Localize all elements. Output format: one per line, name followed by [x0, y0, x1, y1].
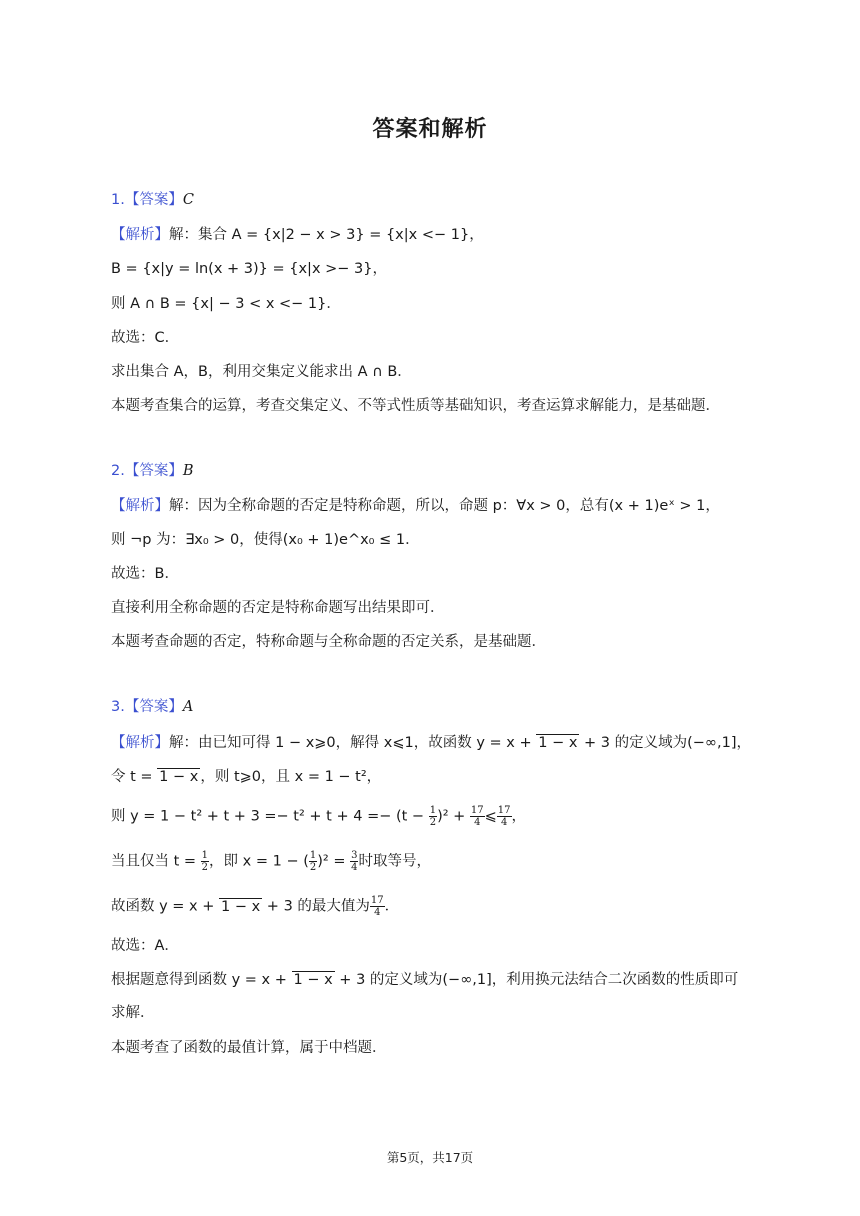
q1-answer: C	[182, 192, 194, 208]
q1-text-2: B = {x|y = ln(x + 3)} = {x|x >− 3}，	[111, 261, 387, 277]
q1-text-1: 解：集合 A = {x|2 − x > 3} = {x|x <− 1}，	[169, 227, 484, 243]
fraction-num: 1	[429, 805, 437, 816]
q3-text-8: 求解．	[111, 1005, 155, 1021]
q3-text-2a: 令 t =	[111, 769, 158, 785]
fraction-num: 17	[497, 805, 511, 816]
q3-sqrt-4-radicand: 1 − x	[293, 972, 333, 988]
q3-analysis-line-5	[111, 895, 399, 918]
fraction-17-4-b	[497, 805, 512, 828]
page-footer: 第5页，共17页	[386, 1150, 474, 1165]
q1-text-6: 本题考查集合的运算，考查交集定义、不等式性质等基础知识，考查运算求解能力，是基础题．	[111, 398, 720, 414]
q2-analysis-tag: 【解析】	[111, 498, 169, 514]
q3-sqrt-3	[219, 898, 262, 915]
fraction-num: 1	[309, 850, 317, 861]
q2-text-3: 故选：B．	[111, 566, 179, 582]
q3-sqrt-3-radicand: 1 − x	[221, 898, 261, 915]
q1-answer-tag: 【答案】	[124, 192, 183, 208]
q3-analysis-line-3	[111, 805, 526, 828]
q3-answer-tag: 【答案】	[124, 699, 183, 715]
q1-number: 1.	[111, 192, 125, 208]
fraction-17-4-c	[370, 895, 385, 918]
q3-text-3c: ⩽	[484, 808, 497, 825]
q3-text-6: 故选：A．	[111, 938, 179, 954]
q1-text-3: 则 A ∩ B = {x| − 3 < x <− 1}．	[111, 296, 341, 312]
q3-sqrt-2-radicand: 1 − x	[159, 769, 199, 785]
q3-answer-line	[111, 697, 193, 717]
q3-sqrt-1-radicand: 1 − x	[538, 735, 578, 751]
q1-text-5: 求出集合 A，B，利用交集定义能求出 A ∩ B．	[111, 364, 412, 380]
q3-text-3b: )² +	[437, 808, 470, 825]
fraction-den: 4	[351, 862, 358, 873]
q2-answer-tag: 【答案】	[124, 463, 183, 479]
fraction-den: 2	[309, 862, 317, 873]
q3-text-4b: ，即 x = 1 − (	[209, 853, 309, 870]
q3-text-7a: 根据题意得到函数 y = x +	[111, 972, 292, 988]
q3-sqrt-1	[536, 734, 579, 751]
fraction-num: 17	[370, 895, 384, 906]
q3-text-5c: ．	[384, 898, 400, 915]
q3-text-4d: 时取等号，	[358, 853, 431, 870]
fraction-17-4-a	[470, 805, 485, 828]
q1-analysis-tag: 【解析】	[111, 227, 169, 243]
q3-text-2b: ，则 t⩾0，且 x = 1 − t²，	[200, 769, 382, 785]
q2-answer-line	[111, 461, 194, 481]
fraction-den: 2	[429, 817, 437, 828]
q3-text-3a: 则 y = 1 − t² + t + 3 =− t² + t + 4 =− (t −	[111, 808, 429, 825]
q3-analysis-line-1	[111, 733, 751, 753]
fraction-den: 4	[374, 907, 381, 918]
q2-number: 2.	[111, 463, 125, 479]
q3-analysis-line-7	[111, 970, 738, 990]
q2-text-5: 本题考查命题的否定，特称命题与全称命题的否定关系，是基础题．	[111, 634, 546, 650]
fraction-den: 2	[201, 862, 209, 873]
fraction-half-a	[429, 805, 437, 828]
q3-text-7b: + 3 的定义域为(−∞,1]，利用换元法结合二次函数的性质即可	[334, 972, 739, 988]
q3-text-5b: + 3 的最大值为	[262, 898, 370, 915]
q3-text-9: 本题考查了函数的最值计算，属于中档题．	[111, 1040, 387, 1056]
q2-text-1: 解：因为全称命题的否定是特称命题，所以，命题 p：∀x > 0，总有(x + 1)eˣ > 1，	[169, 498, 720, 514]
q3-sqrt-4	[292, 971, 335, 988]
fraction-num: 1	[201, 850, 209, 861]
q2-text-2: 则 ¬p 为：∃x₀ > 0，使得(x₀ + 1)e^x₀ ≤ 1．	[111, 532, 420, 548]
q3-answer: A	[182, 699, 194, 715]
fraction-den: 4	[474, 817, 481, 828]
fraction-half-b	[201, 850, 209, 873]
q3-number: 3.	[111, 699, 125, 715]
q1-answer-line	[111, 190, 194, 210]
q3-text-5a: 故函数 y = x +	[111, 898, 220, 915]
q3-analysis-tag: 【解析】	[111, 735, 169, 751]
fraction-half-c	[309, 850, 317, 873]
q2-analysis-line-1	[111, 496, 720, 516]
fraction-den: 4	[500, 817, 508, 828]
q2-answer: B	[182, 463, 194, 479]
fraction-num: 17	[470, 805, 484, 816]
q2-text-4: 直接利用全称命题的否定是特称命题写出结果即可．	[111, 600, 445, 616]
q3-text-1a: 解：由已知可得 1 − x⩾0，解得 x⩽1，故函数 y = x +	[169, 735, 537, 751]
q1-analysis-line-1	[111, 225, 484, 245]
q3-sqrt-2	[157, 768, 200, 785]
fraction-num: 3	[351, 850, 358, 861]
q3-text-4c: )² =	[317, 853, 351, 870]
q3-analysis-line-2	[111, 767, 381, 787]
page-title: 答案和解析	[372, 117, 488, 142]
q3-text-1b: + 3 的定义域为(−∞,1]，	[579, 735, 751, 751]
q1-text-4: 故选：C．	[111, 330, 180, 346]
q3-text-4a: 当且仅当 t =	[111, 853, 201, 870]
q3-text-3d: ，	[511, 808, 527, 825]
q3-analysis-line-4	[111, 850, 431, 873]
